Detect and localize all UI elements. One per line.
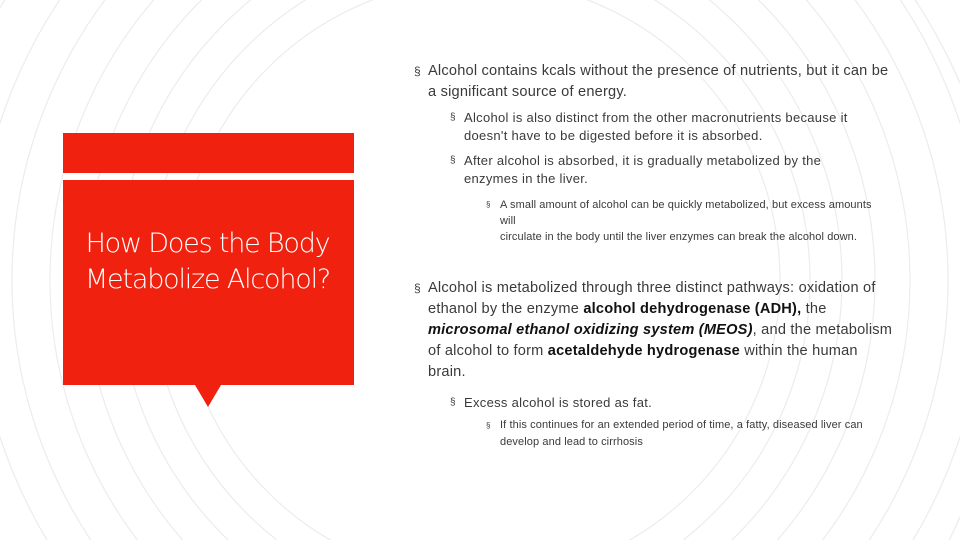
bullet-kcals: § Alcohol contains kcals without the presence of nutrients, but it can be a significant source of energy. [414, 63, 889, 100]
bullet-marker: § [450, 397, 456, 408]
bullet-marker: § [414, 64, 421, 78]
slide-title: How Does the Body Metabolize Alcohol? [84, 228, 331, 295]
bullet-marker: § [450, 112, 456, 123]
bullet-marker: § [450, 155, 456, 166]
term-adh: alcohol dehydrogenase (ADH), [583, 301, 802, 317]
bullet-distinct: § Alcohol is also distinct from the other macronutrients because it doesn't have to be digested before it is absorbed. [450, 110, 848, 143]
bullet-small-amount: § A small amount of alcohol can be quickly metabolized, but excess amounts will circulate in the body until the liver enzymes can break the alcohol down. [486, 199, 872, 243]
bullet-marker: § [414, 281, 421, 295]
accent-strip [63, 133, 354, 173]
bullet-marker: § [486, 421, 491, 430]
bullet-excess-fat: § Excess alcohol is stored as fat. [450, 395, 653, 410]
bullet-marker: § [486, 200, 491, 209]
bullet-pathways: § Alcohol is metabolized through three distinct pathways: oxidation of ethanol by the enzyme alcohol dehydrogenase (ADH), the microsomal ethanol oxidizing system (MEOS), and the metabolism of alcohol to form acetaldehyde hydrogenase within the human brain. [414, 280, 893, 380]
bullet-cirrhosis: § If this continues for an extended period of time, a fatty, diseased liver can develop and lead to cirrhosis [486, 419, 863, 448]
title-panel-pointer [195, 385, 221, 407]
term-acetaldehyde: acetaldehyde hydrogenase [547, 343, 740, 359]
bullet-absorbed: § After alcohol is absorbed, it is gradually metabolized by the enzymes in the liver. [450, 153, 822, 186]
term-meos: microsomal ethanol oxidizing system (MEOS) [428, 322, 753, 338]
